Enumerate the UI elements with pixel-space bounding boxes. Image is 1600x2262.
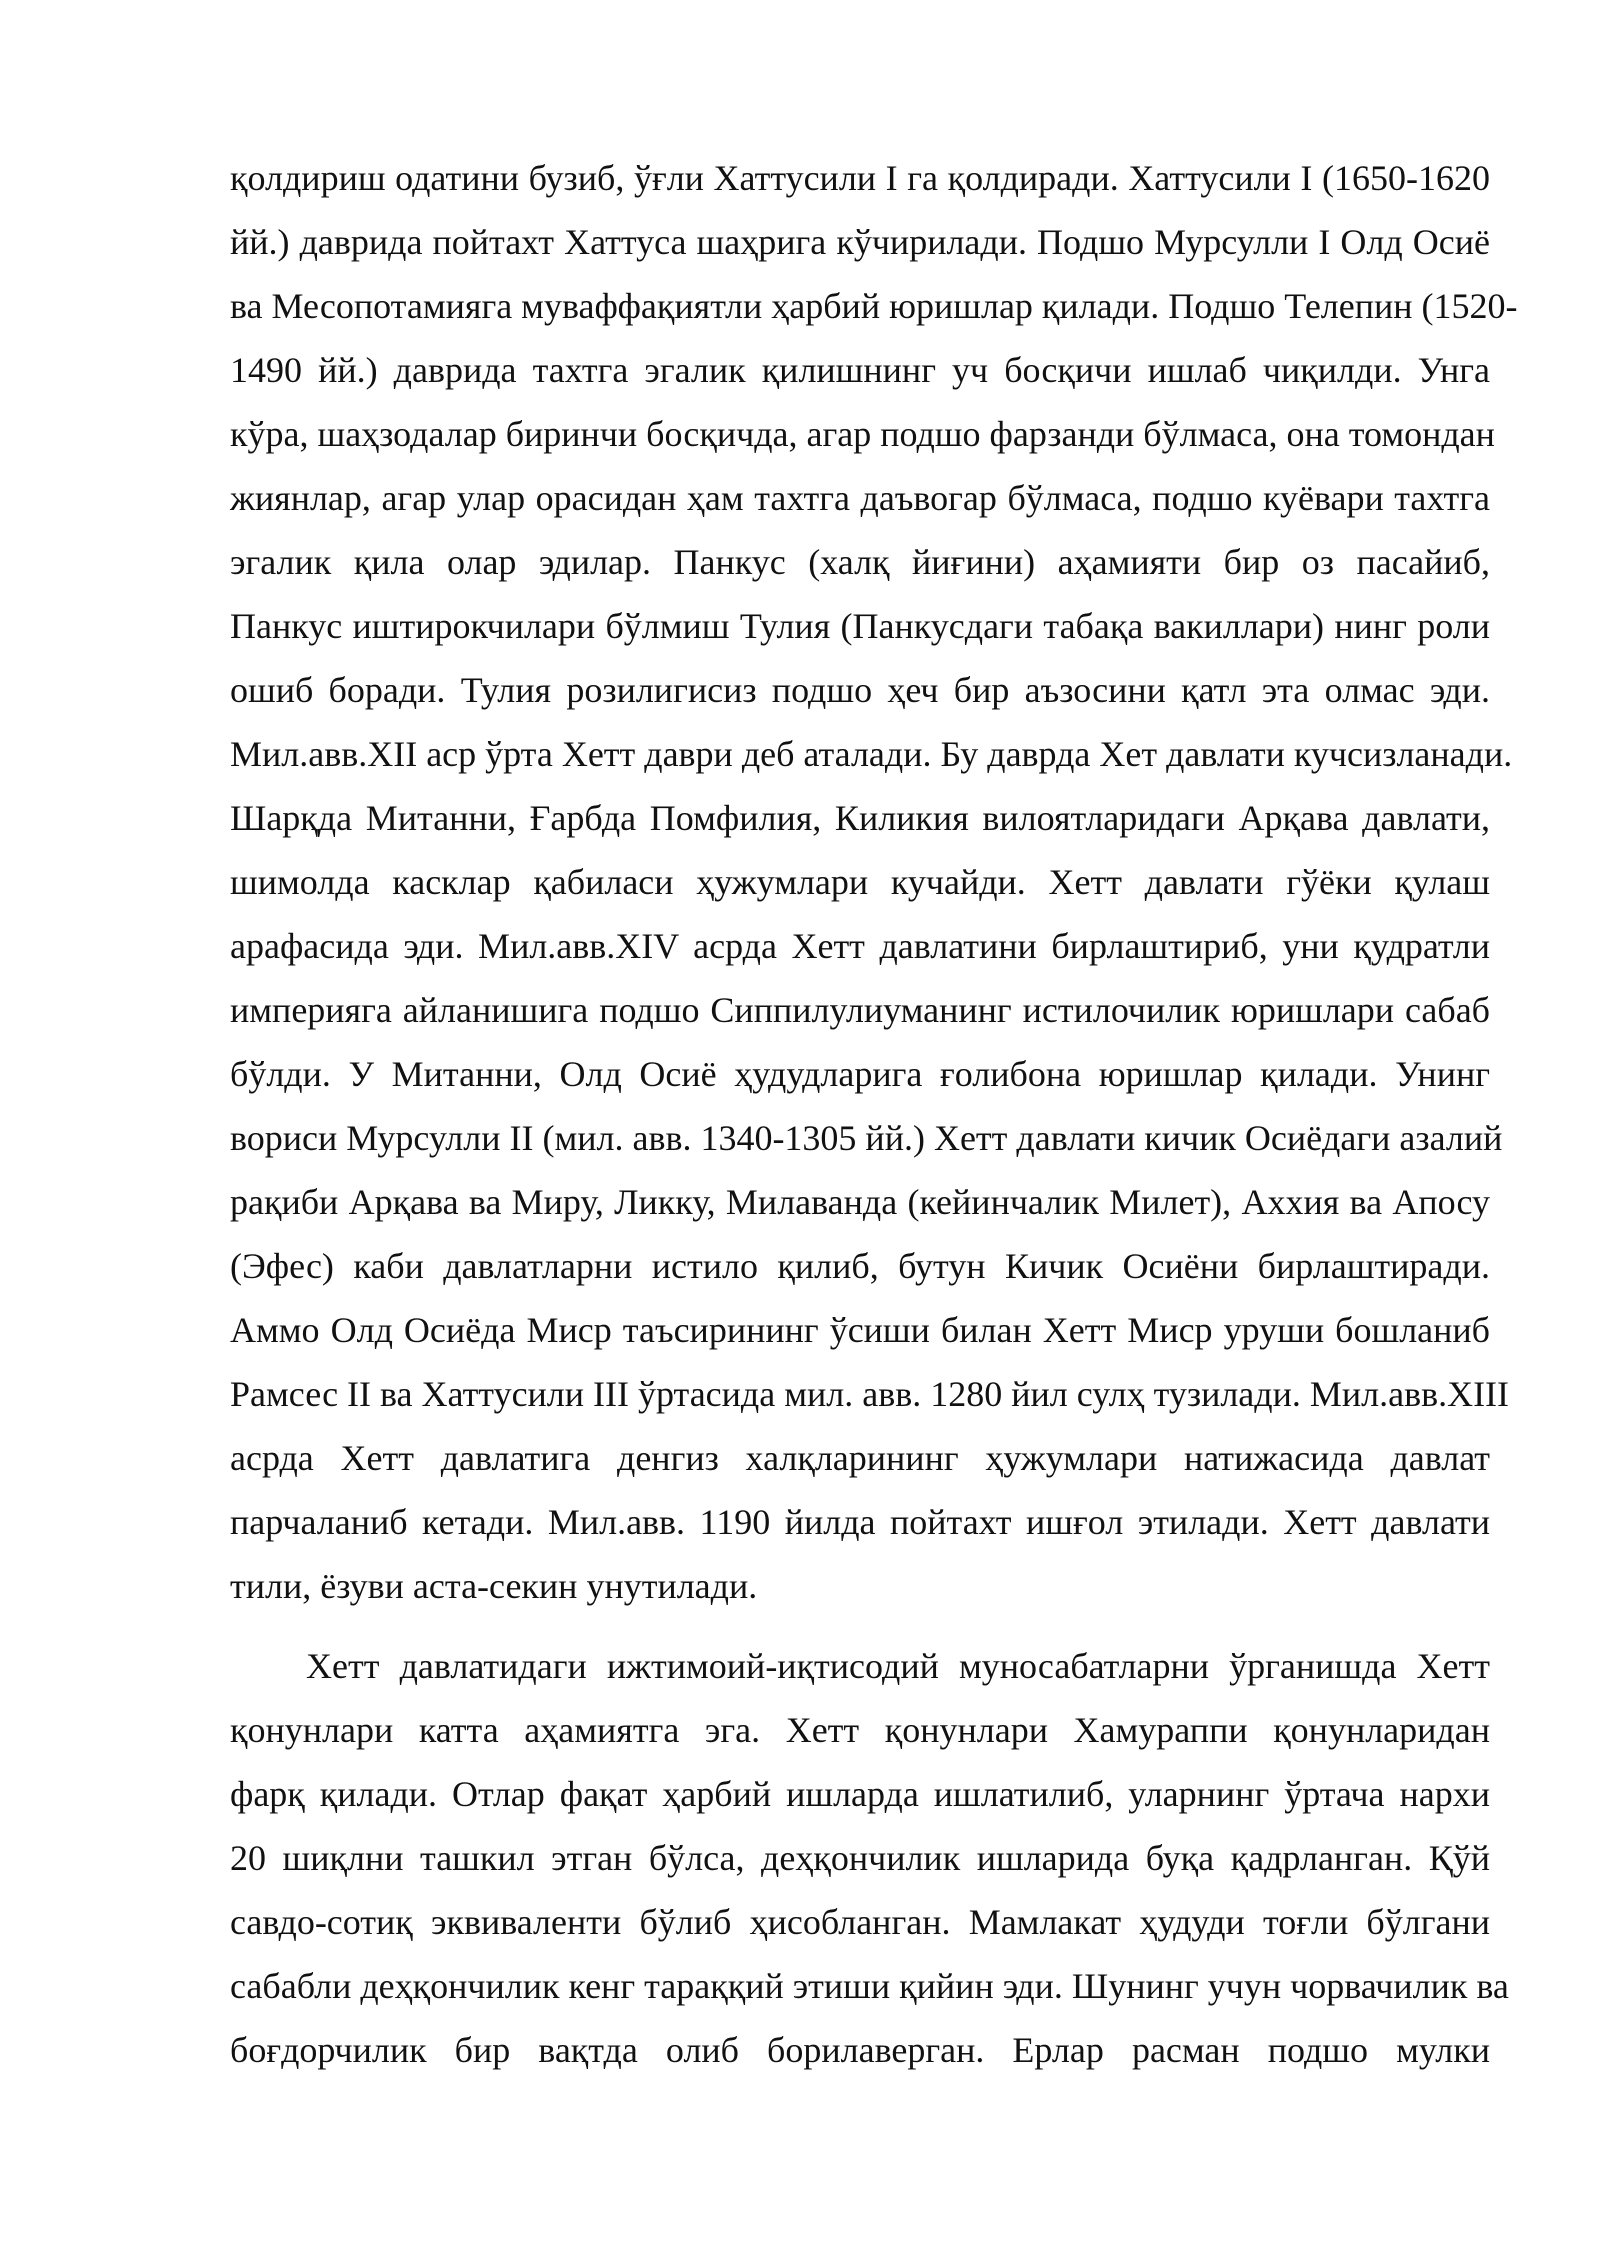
text-line: эгалик қила олар эдилар. Панкус (халқ йиғини) аҳамияти бир оз пасайиб, [230, 542, 1490, 582]
text-line: қолдириш одатини бузиб, ўғли Хаттусили I га қолдиради. Хаттусили I (1650-1620 [230, 158, 1490, 198]
text-line: қонунлари катта аҳамиятга эга. Хетт қонунлари Хамураппи қонунларидан [230, 1710, 1490, 1750]
text-line: бўлди. У Митанни, Олд Осиё ҳудудларига ғолибона юришлар қилади. Унинг [230, 1054, 1490, 1094]
text-line: савдо-сотиқ эквиваленти бўлиб ҳисобланган. Мамлакат ҳудуди тоғли бўлгани [230, 1902, 1490, 1942]
text-line: империяга айланишига подшо Сиппилулиуманинг истилочилик юришлари сабаб [230, 990, 1490, 1030]
text-line: шимолда касклар қабиласи ҳужумлари кучайди. Хетт давлати гўёки қулаш [230, 862, 1490, 902]
text-line: Мил.авв.XII аср ўрта Хетт даври деб аталади. Бу даврда Хет давлати кучсизланади. [230, 734, 1513, 774]
text-line: рақиби Арқава ва Миру, Ликку, Милаванда (кейинчалик Милет), Аххия ва Апосу [230, 1182, 1490, 1222]
text-line: Шарқда Митанни, Ғарбда Помфилия, Киликия вилоятларидаги Арқава давлати, [230, 798, 1490, 838]
text-line: тили, ёзуви аста-секин унутилади. [230, 1566, 758, 1606]
paragraph-first-line: Хетт давлатидаги ижтимоий-иқтисодий муносабатларни ўрганишда Хетт [306, 1646, 1490, 1686]
text-line: арафасида эди. Мил.авв.XIV асрда Хетт давлатини бирлаштириб, уни қудратли [230, 926, 1490, 966]
text-line: 1490 йй.) даврида тахтга эгалик қилишнинг уч босқичи ишлаб чиқилди. Унга [230, 350, 1490, 390]
text-line: вориси Мурсулли II (мил. авв. 1340-1305 йй.) Хетт давлати кичик Осиёдаги азалий [230, 1118, 1503, 1158]
text-line: йй.) даврида пойтахт Хаттуса шаҳрига кўчирилади. Подшо Мурсулли I Олд Осиё [230, 222, 1490, 262]
text-line: Аммо Олд Осиёда Миср таъсирининг ўсиши билан Хетт Миср уруши бошланиб [230, 1310, 1490, 1350]
text-line: ошиб боради. Тулия розилигисиз подшо ҳеч бир аъзосини қатл эта олмас эди. [230, 670, 1490, 710]
text-line: Панкус иштирокчилари бўлмиш Тулия (Панкусдаги табақа вакиллари) нинг роли [230, 606, 1490, 646]
text-line: кўра, шаҳзодалар биринчи босқичда, агар подшо фарзанди бўлмаса, она томондан [230, 414, 1495, 454]
text-line: парчаланиб кетади. Мил.авв. 1190 йилда пойтахт ишғол этилади. Хетт давлати [230, 1502, 1490, 1542]
text-line: ва Месопотамияга муваффақиятли ҳарбий юришлар қилади. Подшо Телепин (1520- [230, 286, 1518, 326]
text-line: 20 шиқлни ташкил этган бўлса, деҳқончилик ишларида буқа қадрланган. Қўй [230, 1838, 1490, 1878]
text-line: боғдорчилик бир вақтда олиб борилаверган. Ерлар расман подшо мулки [230, 2030, 1490, 2070]
text-line: асрда Хетт давлатига денгиз халқларининг ҳужумлари натижасида давлат [230, 1438, 1490, 1478]
text-line: фарқ қилади. Отлар фақат ҳарбий ишларда ишлатилиб, уларнинг ўртача нархи [230, 1774, 1490, 1814]
text-line: сабабли деҳқончилик кенг тараққий этиши қийин эди. Шунинг учун чорвачилик ва [230, 1966, 1509, 2006]
text-line: жиянлар, агар улар орасидан ҳам тахтга даъвогар бўлмаса, подшо куёвари тахтга [230, 478, 1490, 518]
text-line: Рамсес II ва Хаттусили III ўртасида мил. авв. 1280 йил сулҳ тузилади. Мил.авв.XIII [230, 1374, 1510, 1414]
text-line: (Эфес) каби давлатларни истило қилиб, бутун Кичик Осиёни бирлаштиради. [230, 1246, 1490, 1286]
